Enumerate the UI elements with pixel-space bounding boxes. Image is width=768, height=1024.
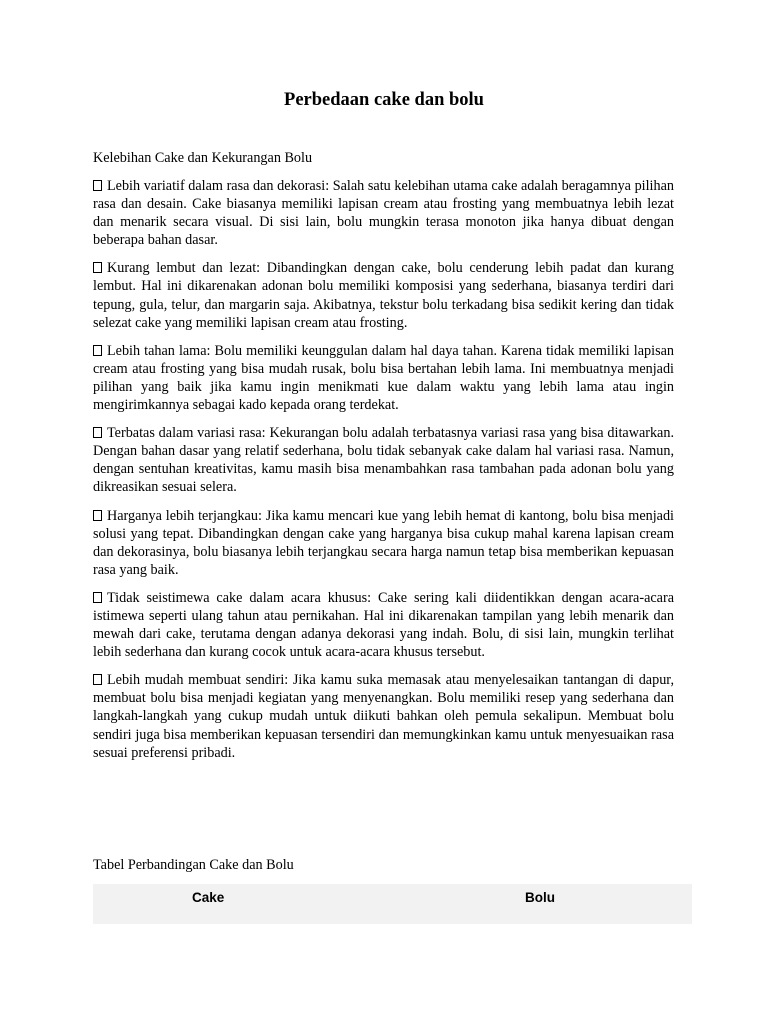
missing-glyph-box-icon (93, 674, 102, 685)
table-header-cake: Cake (192, 890, 225, 905)
paragraph-text: Tidak seistimewa cake dalam acara khusus: Cake sering kali diidentikkan dengan acara-acara istimewa seperti ulang tahun atau pernikahan. Hal ini dikarenakan tampilan yang lebih menarik dan mewah dari cake, terutama dengan adanya dekorasi yang indah. Bolu, di sisi lain, mungkin terlihat lebih sederhana dan kurang cocok untuk acara-acara khusus tersebut. (93, 589, 674, 661)
paragraph (93, 589, 674, 661)
missing-glyph-box-icon (93, 180, 102, 191)
table-heading: Tabel Perbandingan Cake dan Bolu (93, 857, 294, 873)
paragraph (93, 259, 674, 331)
paragraph-text: Harganya lebih terjangkau: Jika kamu mencari kue yang lebih hemat di kantong, bolu bisa menjadi solusi yang tepat. Dibandingkan dengan cake yang harganya bisa cukup mahal karena lapisan cream dan dekorasinya, bolu biasanya lebih terjangkau secara harga namun tetap bisa memberikan kepuasan rasa yang baik. (93, 507, 674, 578)
paragraph-text: Lebih variatif dalam rasa dan dekorasi: Salah satu kelebihan utama cake adalah beragamnya pilihan rasa dan desain. Cake biasanya memiliki lapisan cream atau frosting yang membuatnya lebih lezat dan menarik secara visual. Di sisi lain, bolu mungkin terasa monoton jika hanya dibuat dengan beberapa bahan dasar. (93, 178, 674, 249)
paragraph (93, 671, 674, 761)
missing-glyph-box-icon (93, 592, 102, 603)
paragraph-text: Lebih tahan lama: Bolu memiliki keunggulan dalam hal daya tahan. Karena tidak memiliki lapisan cream atau frosting yang bisa mudah rusak, bolu bisa bertahan lebih lama. Ini membuatnya menjadi pilihan yang baik jika kamu ingin menikmati kue dalam waktu yang lebih lama atau ingin mengirimkannya sebagai kado kepada orang terdekat. (93, 342, 674, 414)
section-heading: Kelebihan Cake dan Kekurangan Bolu (93, 150, 313, 166)
paragraph (93, 177, 674, 249)
document-title: Perbedaan cake dan bolu (284, 90, 484, 110)
paragraph-text: Kurang lembut dan lezat: Dibandingkan dengan cake, bolu cenderung lebih padat dan kurang lembut. Hal ini dikarenakan adonan bolu memiliki komposisi yang sederhana, biasanya terdiri dari tepung, gula, telur, dan margarin saja. Akibatnya, tekstur bolu terkadang bisa sedikit kering dan tidak selezat cake yang memiliki lapisan cream atau frosting. (93, 260, 674, 331)
paragraph-text: Terbatas dalam variasi rasa: Kekurangan bolu adalah terbatasnya variasi rasa yang bisa ditawarkan. Dengan bahan dasar yang relatif sederhana, bolu tidak sebanyak cake dalam hal variasi rasa. Namun, dengan sentuhan kreativitas, kamu masih bisa menambahkan rasa tambahan pada adonan bolu yang dikreasikan sesuai selera. (93, 425, 674, 496)
missing-glyph-box-icon (93, 427, 102, 438)
paragraph (93, 424, 674, 496)
missing-glyph-box-icon (93, 345, 102, 356)
comparison-table (93, 884, 692, 924)
paragraph (93, 507, 674, 579)
missing-glyph-box-icon (93, 510, 102, 521)
paragraph (93, 342, 674, 414)
paragraph-list (93, 177, 674, 772)
table-header-bolu: Bolu (525, 890, 555, 905)
paragraph-text: Lebih mudah membuat sendiri: Jika kamu suka memasak atau menyelesaikan tantangan di dapur, membuat bolu bisa menjadi kegiatan yang menyenangkan. Bolu memiliki resep yang sederhana dan langkah-langkah yang cukup mudah untuk diikuti bahkan oleh pemula sekalipun. Membuat bolu sendiri juga bisa memberikan kepuasan tersendiri dan memungkinkan kamu untuk menyesuaikan rasa sesuai preferensi pribadi. (93, 672, 674, 761)
table-header-row (93, 884, 692, 924)
missing-glyph-box-icon (93, 262, 102, 273)
